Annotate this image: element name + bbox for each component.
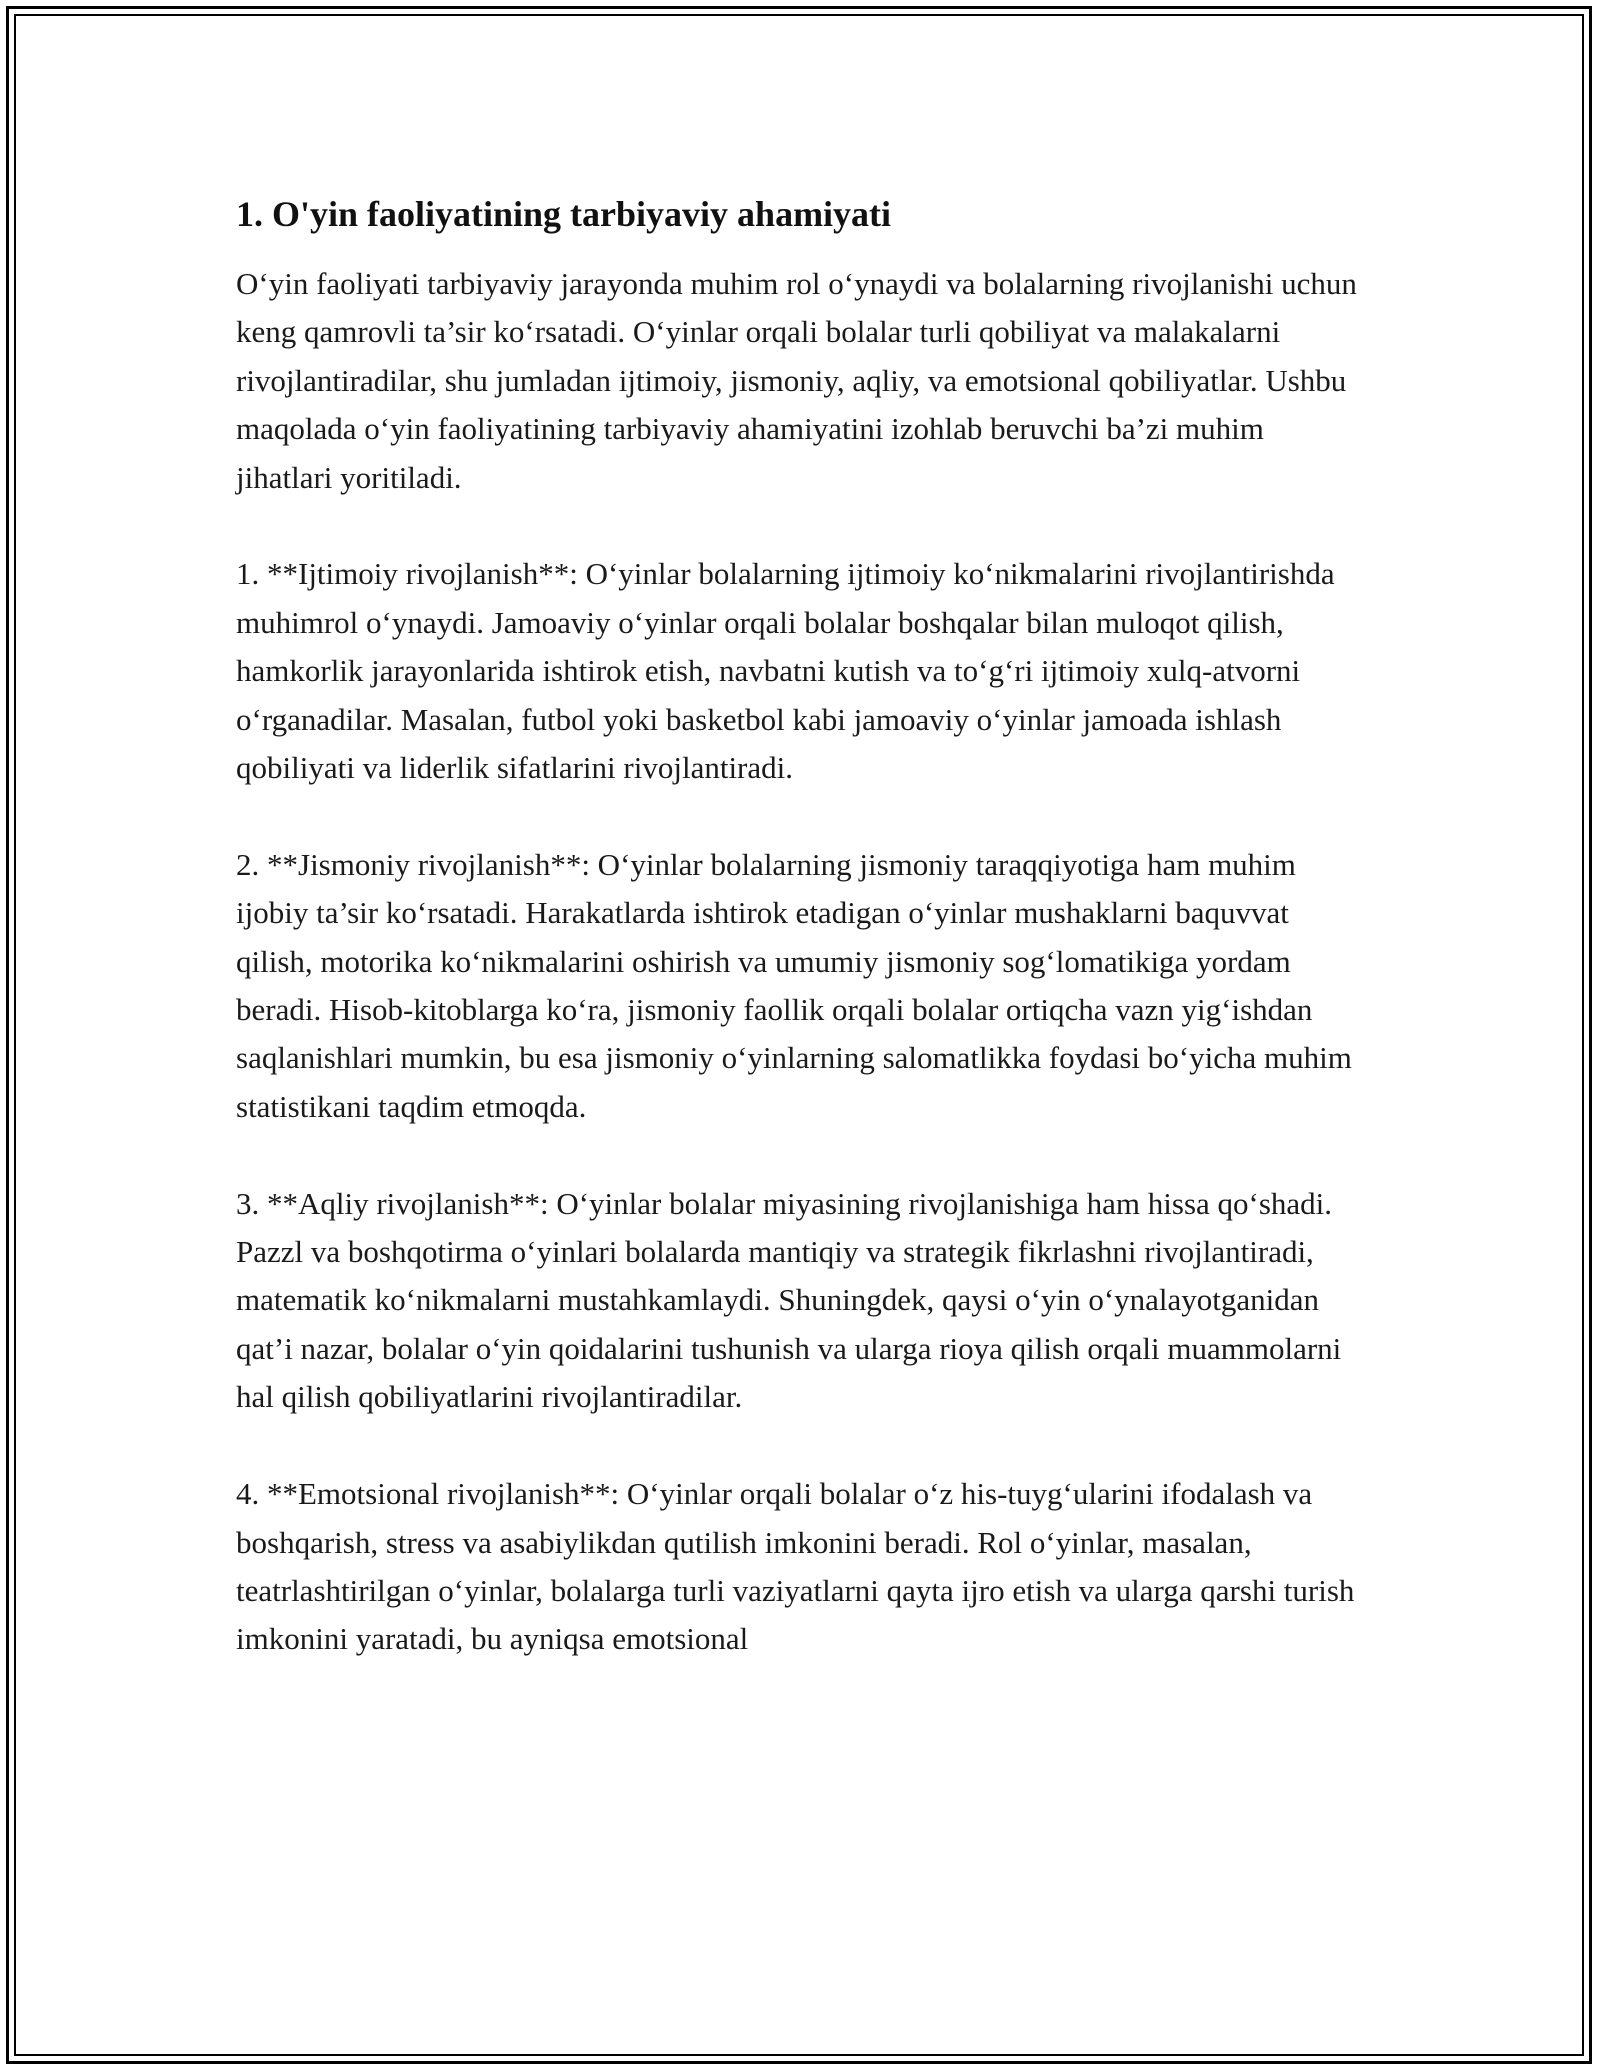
document-body <box>236 188 1364 1712</box>
emotional-development-paragraph: 4. **Emotsional rivojlanish**: O‘yinlar orqali bolalar o‘z his-tuyg‘ularini ifodalash va boshqarish, stress va asabiylikdan qutilish imkonini beradi. Rol o‘yinlar, masalan, teatrlashtirilgan o‘yinlar, bolalarga turli vaziyatlarni qayta ijro etish va ularga qarshi turish imkonini yaratadi, bu ayniqsa emotsional <box>236 1476 1355 1657</box>
section-heading: 1. O'yin faoliyatining tarbiyaviy ahamiyati <box>236 194 892 234</box>
mental-development-paragraph: 3. **Aqliy rivojlanish**: O‘yinlar bolalar miyasining rivojlanishiga ham hissa qo‘shadi. Pazzl va boshqotirma o‘yinlari bolalarda mantiqiy va strategik fikrlashni rivojlantiradi, matematik ko‘nikmalarni mustahkamlaydi. Shuningdek, qaysi o‘yin o‘ynalayotganidan qat’i nazar, bolalar o‘yin qoidalarini tushunish va ularga rioya qilish orqali muammolarni hal qilish qobiliyatlarini rivojlantiradilar. <box>236 1185 1342 1415</box>
intro-paragraph: O‘yin faoliyati tarbiyaviy jarayonda muhim rol o‘ynaydi va bolalarning rivojlanishi uchun keng qamrovli ta’sir ko‘rsatadi. O‘yinlar orqali bolalar turli qobiliyat va malakalarni rivojlantiradilar, shu jumladan ijtimoiy, jismoniy, aqliy, va emotsional qobiliyatlar. Ushbu maqolada o‘yin faoliyatining tarbiyaviy ahamiyatini izohlab beruvchi ba’zi muhim jihatlari yoritiladi. <box>236 266 1357 495</box>
social-development-paragraph: 1. **Ijtimoiy rivojlanish**: O‘yinlar bolalarning ijtimoiy ko‘nikmalarini rivojlantirishda muhimrol o‘ynaydi. Jamoaviy o‘yinlar orqali bolalar boshqalar bilan muloqot qilish, hamkorlik jarayonlarida ishtirok etish, navbatni kutish va to‘g‘ri ijtimoiy xulq-atvorni o‘rganadilar. Masalan, futbol yoki basketbol kabi jamoaviy o‘yinlar jamoada ishlash qobiliyati va liderlik sifatlarini rivojlantiradi. <box>236 556 1335 786</box>
physical-development-paragraph: 2. **Jismoniy rivojlanish**: O‘yinlar bolalarning jismoniy taraqqiyotiga ham muhim ijobiy ta’sir ko‘rsatadi. Harakatlarda ishtirok etadigan o‘yinlar mushaklarni baquvvat qilish, motorika ko‘nikmalarini oshirish va umumiy jismoniy sog‘lomatikiga yordam beradi. Hisob-kitoblarga ko‘ra, jismoniy faollik orqali bolalar ortiqcha vazn yig‘ishdan saqlanishlari mumkin, bu esa jismoniy o‘yinlarning salomatlikka foydasi bo‘yicha muhim statistikani taqdim etmoqda. <box>236 846 1352 1124</box>
